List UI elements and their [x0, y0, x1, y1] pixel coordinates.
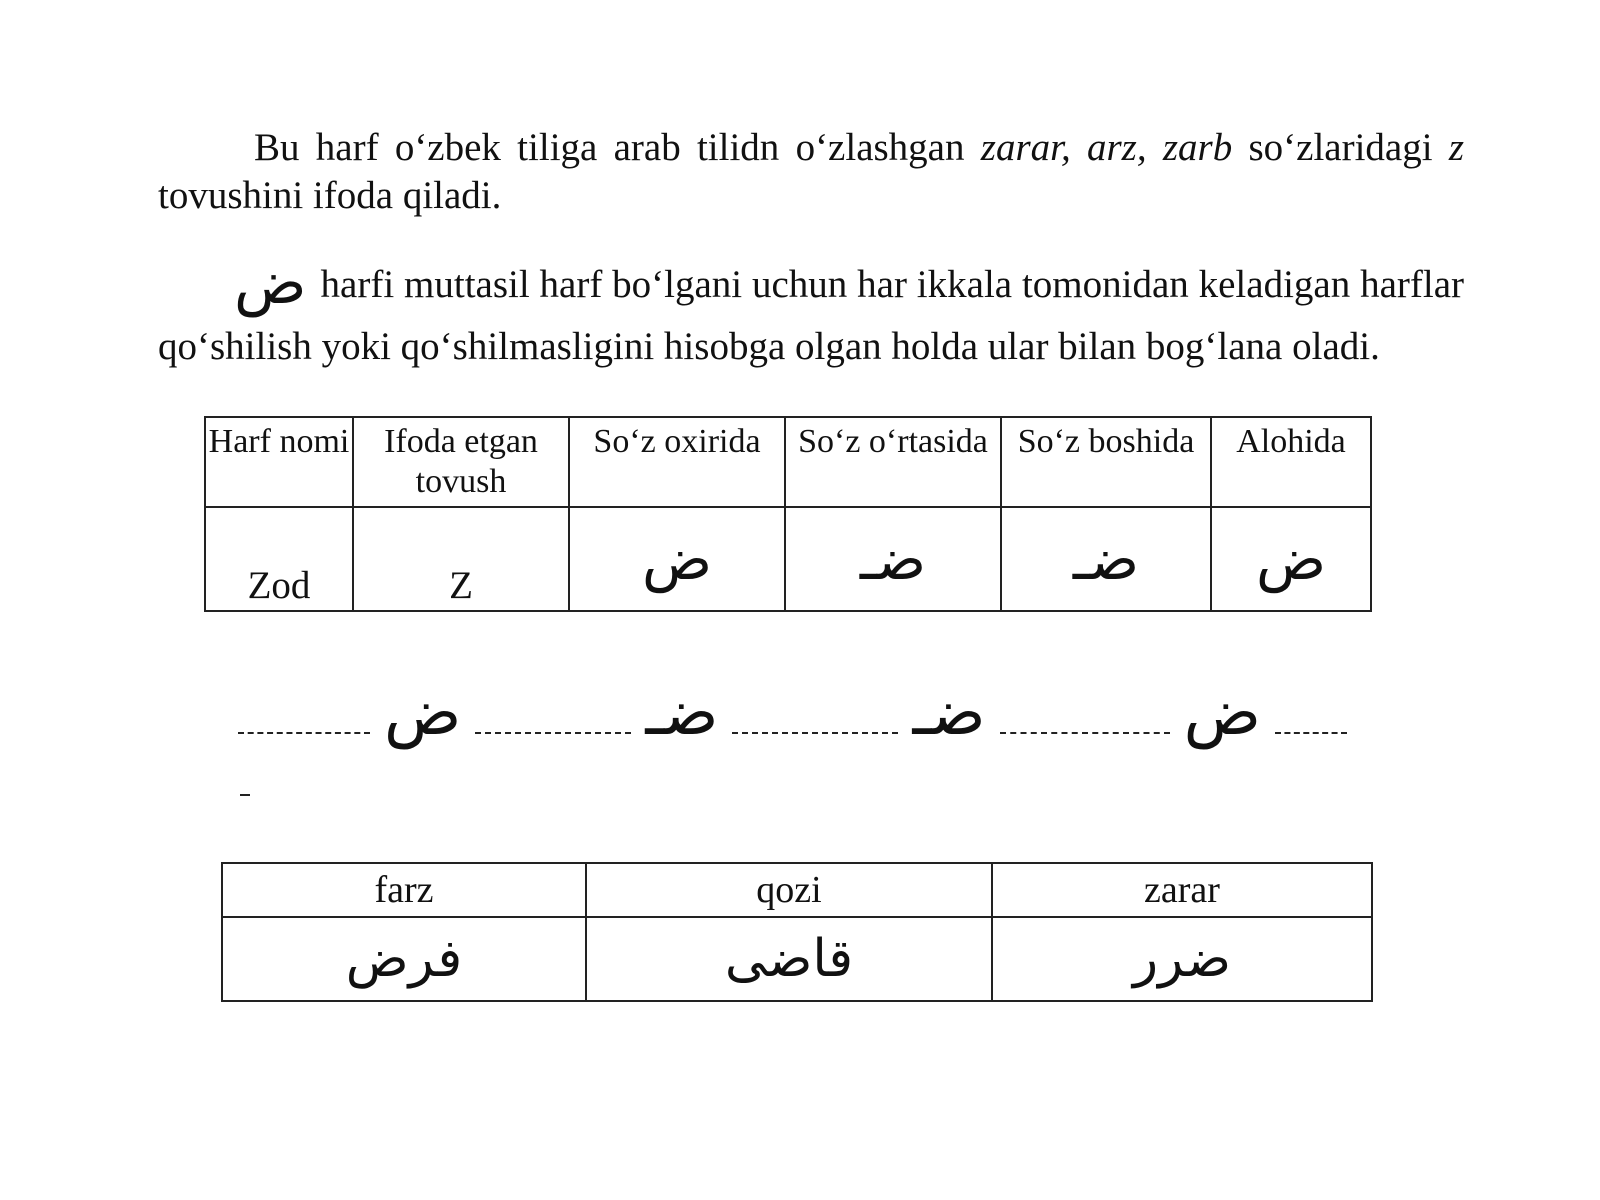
latin-word: qozi: [586, 863, 992, 917]
table-row: [222, 917, 1372, 1001]
header-final: So‘z oxirida: [569, 417, 785, 507]
zod-letter: ض: [234, 248, 307, 318]
practice-line: [238, 668, 1368, 748]
example-words: zarar, arz, zarb: [980, 126, 1233, 169]
letter-name-cell: Zod: [205, 507, 353, 611]
sound-cell: Z: [353, 507, 569, 611]
intro-text-start: Bu harf o‘zbek tiliga arab tilidn o‘zlashgan: [254, 126, 981, 169]
dashed-blank: [1000, 732, 1170, 734]
medial-form-cell: ضـ: [785, 507, 1001, 611]
header-sound: Ifoda etgan tovush: [353, 417, 569, 507]
letter-forms-table: [204, 416, 1372, 612]
initial-form-cell: ضـ: [1001, 507, 1211, 611]
latin-word: zarar: [992, 863, 1372, 917]
table-header-row: [205, 417, 1371, 507]
dashed-blank: [1275, 732, 1347, 734]
isolated-form-cell: ض: [1211, 507, 1371, 611]
arabic-word: فرض: [222, 917, 586, 1001]
sound-letter: z: [1448, 126, 1465, 169]
dashed-blank: [238, 732, 370, 734]
intro-paragraph: [158, 124, 1464, 220]
practice-letter: ضـ: [912, 676, 986, 750]
final-form-cell: ض: [569, 507, 785, 611]
intro-text-middle: so‘zlaridagi: [1232, 126, 1449, 169]
header-initial: So‘z boshida: [1001, 417, 1211, 507]
dashed-blank: [732, 732, 898, 734]
practice-letter: ض: [1183, 676, 1261, 750]
joining-paragraph: [158, 248, 1464, 378]
practice-letter: ض: [384, 676, 462, 750]
example-words-table: [221, 862, 1373, 1002]
joining-text: harfi muttasil harf bo‘lgani uchun har ikkala tomonidan keladigan harflar qo‘shilish yoki qo‘shilmasligini hisobga olgan holda ular bilan bog‘lana oladi.: [158, 263, 1464, 368]
arabic-word: ضرر: [992, 917, 1372, 1001]
practice-letter: ضـ: [645, 676, 719, 750]
table-row: [205, 507, 1371, 611]
latin-word: farz: [222, 863, 586, 917]
header-medial: So‘z o‘rtasida: [785, 417, 1001, 507]
intro-text-end: tovushini ifoda qiladi.: [158, 174, 502, 217]
dashed-blank: [475, 732, 631, 734]
arabic-word: قاضى: [586, 917, 992, 1001]
table-header-row: [222, 863, 1372, 917]
header-letter-name: Harf nomi: [205, 417, 353, 507]
stray-dash: [240, 794, 250, 796]
header-isolated: Alohida: [1211, 417, 1371, 507]
